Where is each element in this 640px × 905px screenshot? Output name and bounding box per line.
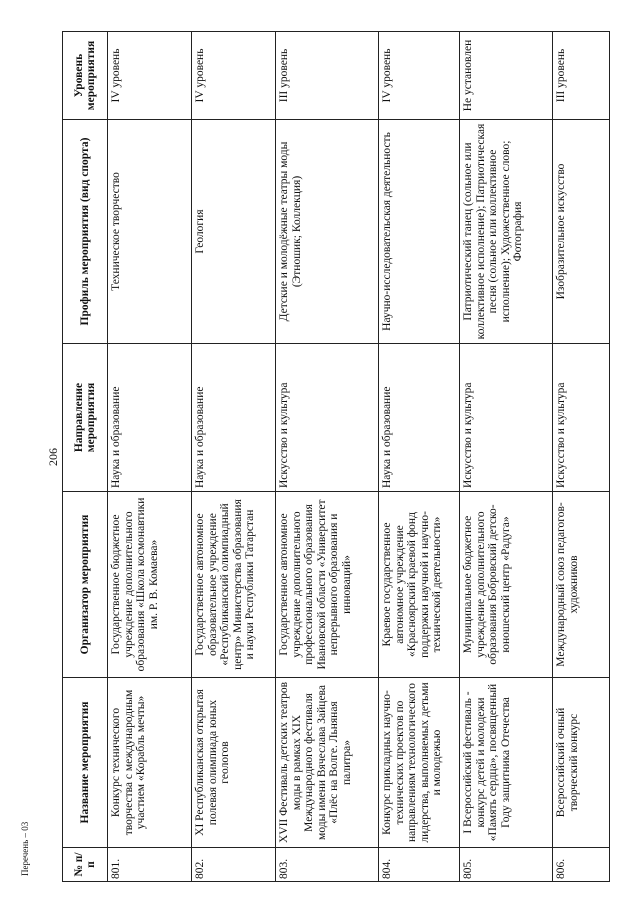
row-name: Конкурс технического творчества с международным участием «Корабль мечты» bbox=[108, 678, 192, 848]
table-row bbox=[379, 32, 460, 882]
row-level: IV уровень bbox=[379, 32, 460, 120]
row-organizer: Муниципальное бюджетное учреждение дополнительного образования Бобровский детско-юношеский центр «Радуга» bbox=[460, 492, 553, 678]
row-level: IV уровень bbox=[192, 32, 276, 120]
row-profile: Геология bbox=[192, 120, 276, 344]
table-row bbox=[553, 32, 610, 882]
rotated-page bbox=[46, 32, 591, 882]
row-organizer: Государственное бюджетное учреждение дополнительного образования «Школа космонавтики им. Р. В. Комаева» bbox=[108, 492, 192, 678]
row-direction: Наука и образование bbox=[108, 344, 192, 492]
row-name: Конкурс прикладных научно-технических проектов по направлениям технологического лидерства, выполняемых детьми и молодежью bbox=[379, 678, 460, 848]
header-organizer: Организатор мероприятия bbox=[63, 492, 108, 678]
row-direction: Искусство и культура bbox=[276, 344, 379, 492]
row-name: XVII Фестиваль детских театров моды в рамках XIX Международного фестиваля моды имени Вячеслава Зайцева «Плёс на Волге. Льняная палитра» bbox=[276, 678, 379, 848]
row-profile: Детские и молодёжные театры моды (Этношик; Коллекция) bbox=[276, 120, 379, 344]
footer-text: Перечень – 03 bbox=[20, 821, 30, 876]
row-name: Всероссийский очный творческий конкурс bbox=[553, 678, 610, 848]
row-num: 803. bbox=[276, 848, 379, 882]
row-level: III уровень bbox=[553, 32, 610, 120]
header-direction: Направление мероприятия bbox=[63, 344, 108, 492]
table-row bbox=[460, 32, 553, 882]
row-organizer: Государственное автономное учреждение дополнительного профессионального образования Ивановской области «Университет непрерывного образования и инноваций» bbox=[276, 492, 379, 678]
header-name: Название мероприятия bbox=[63, 678, 108, 848]
row-num: 802. bbox=[192, 848, 276, 882]
table-row bbox=[192, 32, 276, 882]
row-num: 806. bbox=[553, 848, 610, 882]
row-level: Не установлен bbox=[460, 32, 553, 120]
table-header-row bbox=[63, 32, 108, 882]
row-organizer: Государственное автономное образовательное учреждение «Республиканский олимпиадный центр» Министерства образования и науки Республики Татарстан bbox=[192, 492, 276, 678]
row-name: XI Республиканская открытая полевая олимпиада юных геологов bbox=[192, 678, 276, 848]
row-direction: Искусство и культура bbox=[460, 344, 553, 492]
row-num: 801. bbox=[108, 848, 192, 882]
events-table bbox=[62, 31, 610, 882]
table-row bbox=[276, 32, 379, 882]
row-profile: Патриотический танец (сольное или коллективное исполнение); Патриотическая песня (сольное или коллективное исполнение); Художественное слово; Фотография bbox=[460, 120, 553, 344]
row-direction: Наука и образование bbox=[192, 344, 276, 492]
row-level: IV уровень bbox=[108, 32, 192, 120]
row-name: I Всероссийский фестиваль - конкурс детей и молодежи «Память сердца», посвященный Году защитника Отечества bbox=[460, 678, 553, 848]
row-organizer: Краевое государственное автономное учреждение «Красноярский краевой фонд поддержки научной и научно-технической деятельности» bbox=[379, 492, 460, 678]
header-level: Уровень мероприятия bbox=[63, 32, 108, 120]
row-direction: Искусство и культура bbox=[553, 344, 610, 492]
table-row bbox=[108, 32, 192, 882]
header-profile: Профиль мероприятия (вид спорта) bbox=[63, 120, 108, 344]
row-num: 804. bbox=[379, 848, 460, 882]
row-profile: Научно-исследовательская деятельность bbox=[379, 120, 460, 344]
page-number: 206 bbox=[46, 448, 60, 466]
row-profile: Техническое творчество bbox=[108, 120, 192, 344]
row-direction: Наука и образование bbox=[379, 344, 460, 492]
header-num: № п/п bbox=[63, 848, 108, 882]
row-level: III уровень bbox=[276, 32, 379, 120]
row-profile: Изобразительное искусство bbox=[553, 120, 610, 344]
row-num: 805. bbox=[460, 848, 553, 882]
row-organizer: Международный союз педагогов-художников bbox=[553, 492, 610, 678]
